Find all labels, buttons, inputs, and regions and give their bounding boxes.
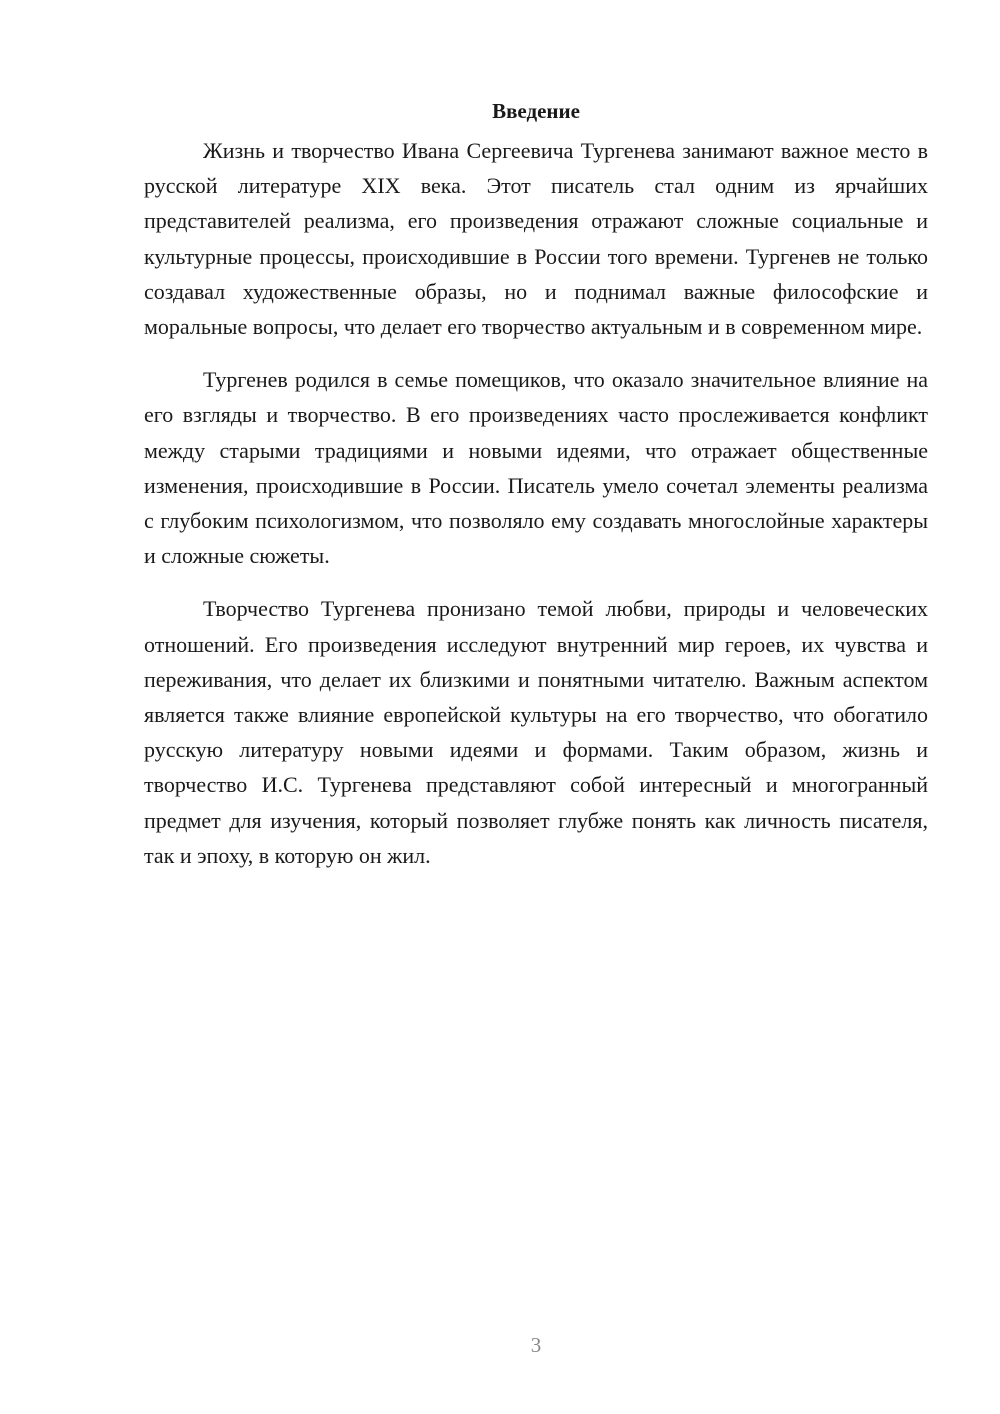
section-heading: Введение (492, 99, 580, 123)
paragraph-3: Творчество Тургенева пронизано темой любви, природы и человеческих отношений. Его произведения исследуют внутренний мир героев, их чувства и переживания, что делает их близкими и понятными читателю. Важным аспектом является также влияние европейской культуры на его творчество, что обогатило русскую литературу новыми идеями и формами. Таким образом, жизнь и творчество И.С. Тургенева представляют собой интересный и многогранный предмет для изучения, который позволяет глубже понять как личность писателя, так и эпоху, в которую он жил. (144, 596, 928, 868)
paragraph-2: Тургенев родился в семье помещиков, что оказало значительное влияние на его взгляды и творчество. В его произведениях часто прослеживается конфликт между старыми традициями и новыми идеями, что отражает общественные изменения, происходившие в России. Писатель умело сочетал элементы реализма с глубоким психологизмом, что позволяло ему создавать многослойные характеры и сложные сюжеты. (144, 367, 928, 569)
page-content (144, 97, 928, 891)
paragraph-1: Жизнь и творчество Ивана Сергеевича Тургенева занимают важное место в русской литературе XIX века. Этот писатель стал одним из ярчайших представителей реализма, его произведения отражают сложные социальные и культурные процессы, происходившие в России того времени. Тургенев не только создавал художественные образы, но и поднимал важные философские и моральные вопросы, что делает его творчество актуальным и в современном мире. (144, 138, 928, 340)
page-number: 3 (530, 1333, 542, 1357)
